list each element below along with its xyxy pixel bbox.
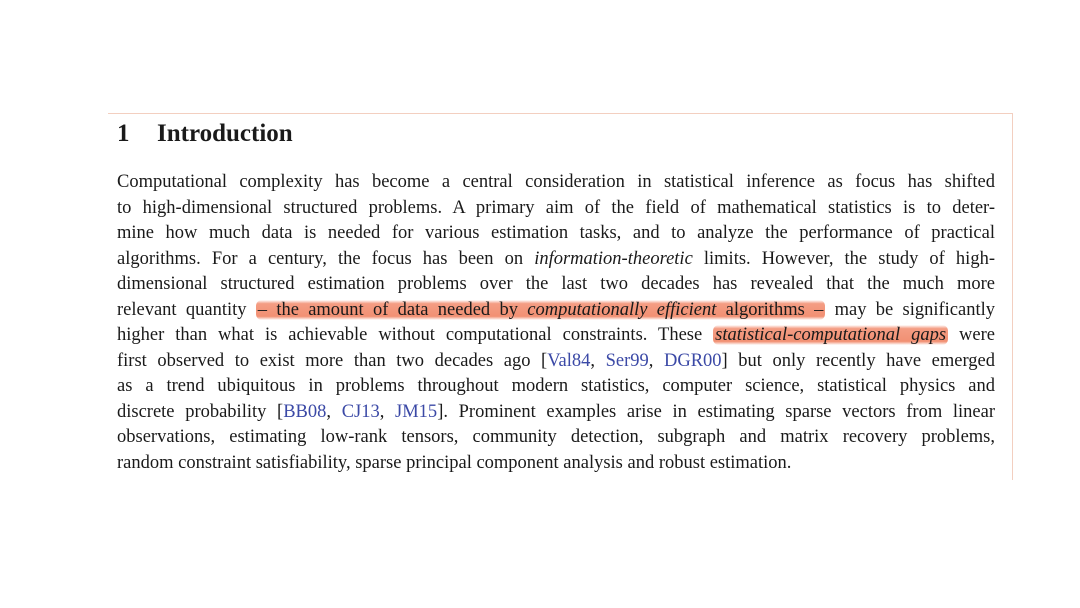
highlighted-text: algorithms – bbox=[716, 299, 824, 320]
separator: , bbox=[379, 401, 396, 422]
text-line bbox=[117, 170, 995, 196]
section-title: Introduction bbox=[157, 120, 293, 147]
section-number: 1 bbox=[117, 120, 130, 147]
text-line bbox=[117, 451, 995, 477]
text-span: mine how much data is needed for various estimation tasks, and to analyze the performance of practical bbox=[117, 223, 995, 243]
text-span: first observed to exist more than two decades ago [ bbox=[117, 350, 548, 371]
text-line bbox=[117, 298, 995, 324]
citation-link-cj13[interactable]: CJ13 bbox=[341, 401, 380, 422]
text-span: observations, estimating low-rank tensors, community detection, subgraph and matrix recovery problems, bbox=[117, 427, 995, 447]
citation-link-val84[interactable]: Val84 bbox=[547, 350, 591, 371]
emphasis-text: information-theoretic bbox=[534, 248, 693, 269]
text-span: dimensional structured estimation problems over the last two decades has revealed that the much more bbox=[117, 274, 995, 294]
text-span: relevant quantity bbox=[117, 299, 256, 320]
text-line bbox=[117, 221, 995, 247]
text-span: algorithms. For a century, the focus has been on bbox=[117, 248, 535, 269]
text-line bbox=[117, 374, 995, 400]
text-span: ] but only recently have emerged bbox=[721, 350, 996, 371]
text-line bbox=[117, 400, 995, 426]
highlighted-emphasis: statistical-computational gaps bbox=[715, 325, 947, 345]
text-line bbox=[117, 196, 995, 222]
text-span: as a trend ubiquitous in problems throughout modern statistics, computer science, statistical physics and bbox=[117, 376, 995, 396]
text-span: to high-dimensional structured problems. A primary aim of the field of mathematical statistics is to deter- bbox=[117, 197, 995, 218]
citation-link-ser99[interactable]: Ser99 bbox=[605, 350, 649, 371]
text-span: limits. However, the study of high- bbox=[692, 248, 995, 269]
citation-link-jm15[interactable]: JM15 bbox=[395, 401, 438, 422]
highlight-annotation[interactable] bbox=[713, 325, 948, 345]
text-span: were bbox=[948, 325, 995, 345]
highlight-annotation[interactable] bbox=[256, 300, 826, 320]
citation-link-dgr00[interactable]: DGR00 bbox=[663, 350, 722, 371]
introduction-paragraph bbox=[117, 170, 995, 476]
text-line bbox=[117, 272, 995, 298]
section-heading bbox=[117, 118, 293, 150]
separator: , bbox=[326, 401, 342, 422]
text-span: may be significantly bbox=[825, 299, 995, 320]
separator: , bbox=[648, 350, 664, 371]
text-span: discrete probability [ bbox=[117, 401, 284, 422]
highlighted-emphasis: computationally efficient bbox=[527, 299, 717, 320]
separator: , bbox=[590, 350, 606, 371]
text-span: Computational complexity has become a central consideration in statistical inference as focus has shifted bbox=[117, 172, 995, 192]
text-span: random constraint satisfiability, sparse principal component analysis and robust estimation. bbox=[117, 452, 792, 473]
citation-link-bb08[interactable]: BB08 bbox=[283, 401, 327, 422]
text-line bbox=[117, 323, 995, 349]
highlighted-text: – the amount of data needed by bbox=[257, 299, 528, 320]
text-span: higher than what is achievable without computational constraints. These bbox=[117, 325, 714, 345]
text-line bbox=[117, 349, 995, 375]
text-span: ]. Prominent examples arise in estimating sparse vectors from linear bbox=[437, 401, 996, 422]
text-line bbox=[117, 425, 995, 451]
text-line bbox=[117, 247, 995, 273]
